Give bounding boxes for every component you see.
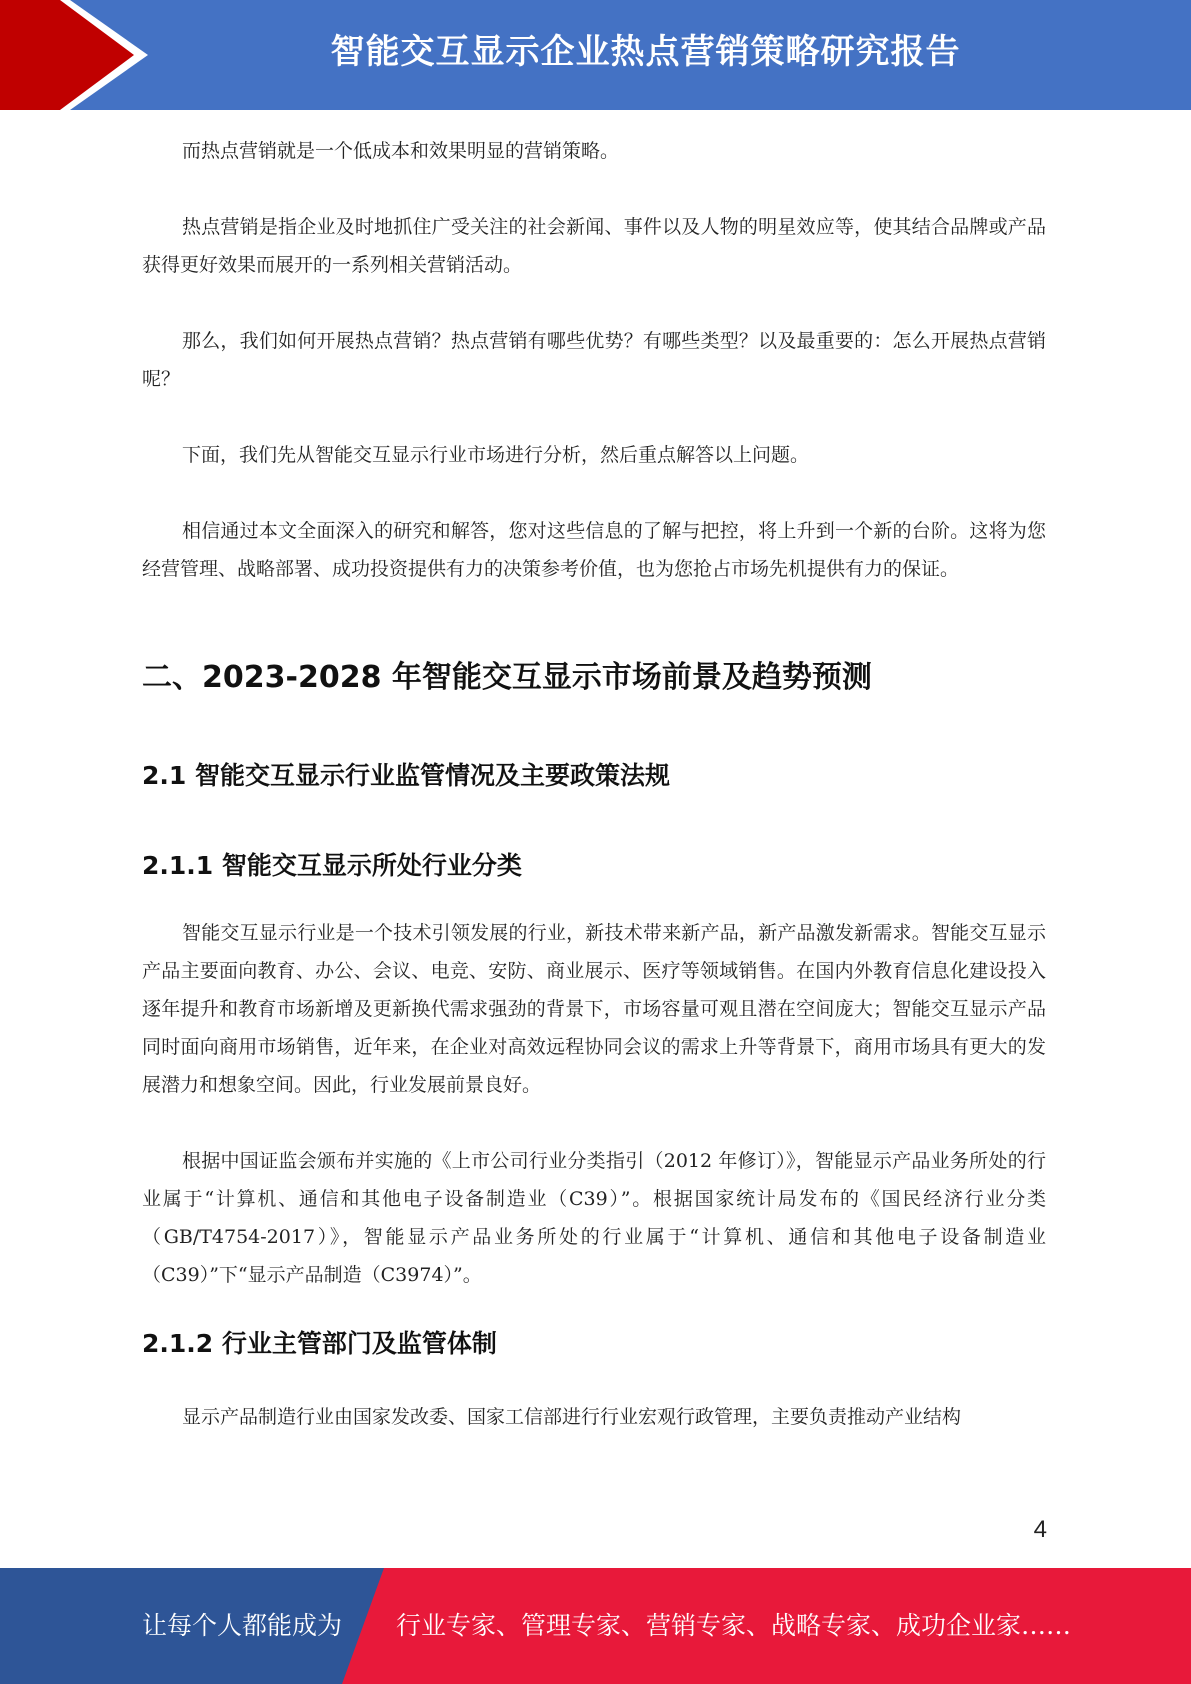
header-title: 智能交互显示企业热点营销策略研究报告 bbox=[330, 32, 961, 72]
subsubsection-heading: 2.1.2 行业主管部门及监管体制 bbox=[142, 1329, 497, 1358]
paragraph: 相信通过本文全面深入的研究和解答，您对这些信息的了解与把控，将上升到一个新的台阶。这将为您经营管理、战略部署、成功投资提供有力的决策参考价值，也为您抢占市场先机提供有力的保证。 bbox=[142, 520, 1046, 580]
paragraph: 显示产品制造行业由国家发改委、国家工信部进行行业宏观行政管理，主要负责推动产业结构 bbox=[182, 1406, 962, 1428]
subsection-heading: 2.1 智能交互显示行业监管情况及主要政策法规 bbox=[142, 761, 670, 790]
section-heading: 二、2023-2028 年智能交互显示市场前景及趋势预测 bbox=[142, 660, 872, 695]
footer-slogan-right: 行业专家、管理专家、营销专家、战略专家、成功企业家…… bbox=[396, 1611, 1072, 1640]
paragraph: 热点营销是指企业及时地抓住广受关注的社会新闻、事件以及人物的明星效应等，使其结合品牌或产品获得更好效果而展开的一系列相关营销活动。 bbox=[142, 216, 1046, 276]
paragraph: 那么，我们如何开展热点营销？热点营销有哪些优势？有哪些类型？以及最重要的：怎么开展热点营销呢？ bbox=[142, 330, 1046, 390]
header-arrow-icon bbox=[0, 0, 160, 110]
paragraph: 根据中国证监会颁布并实施的《上市公司行业分类指引（2012 年修订）》，智能显示产品业务所处的行业属于“计算机、通信和其他电子设备制造业（C39）”。根据国家统计局发布的《国民经济行业分类（GB/T4754-2017）》，智能显示产品业务所处的行业属于“计算机、通信和其他电子设备制造业（C39）”下“显示产品制造（C3974）”。 bbox=[142, 1150, 1046, 1286]
paragraph: 智能交互显示行业是一个技术引领发展的行业，新技术带来新产品，新产品激发新需求。智能交互显示产品主要面向教育、办公、会议、电竞、安防、商业展示、医疗等领域销售。在国内外教育信息化建设投入逐年提升和教育市场新增及更新换代需求强劲的背景下，市场容量可观且潜在空间庞大；智能交互显示产品同时面向商用市场销售，近年来，在企业对高效远程协同会议的需求上升等背景下，商用市场具有更大的发展潜力和想象空间。因此，行业发展前景良好。 bbox=[142, 922, 1046, 1096]
page-number: 4 bbox=[1033, 1516, 1047, 1543]
page-header bbox=[0, 0, 1191, 110]
page-footer bbox=[0, 1568, 1191, 1684]
subsubsection-heading: 2.1.1 智能交互显示所处行业分类 bbox=[142, 851, 522, 880]
document-body bbox=[142, 132, 1046, 1436]
paragraph: 下面，我们先从智能交互显示行业市场进行分析，然后重点解答以上问题。 bbox=[182, 444, 810, 466]
footer-slogan-left: 让每个人都能成为 bbox=[142, 1611, 343, 1640]
paragraph: 而热点营销就是一个低成本和效果明显的营销策略。 bbox=[182, 140, 620, 162]
